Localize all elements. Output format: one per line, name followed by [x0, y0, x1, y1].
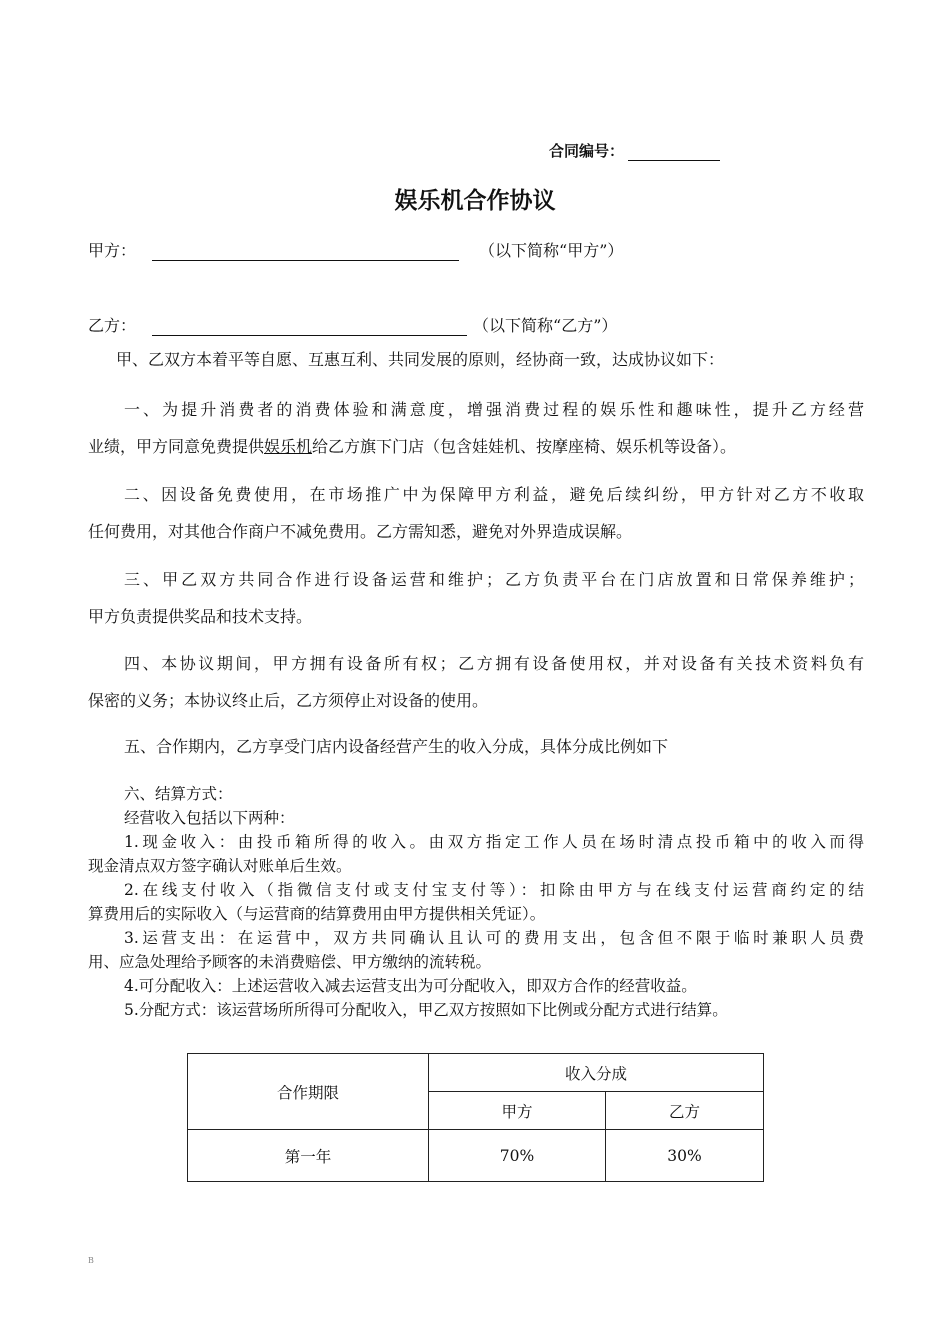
header-party-a: 甲方	[429, 1092, 606, 1130]
header-party-b: 乙方	[606, 1092, 764, 1130]
table-row	[188, 1130, 764, 1182]
clause-2-line-1: 二、因设备免费使用，在市场推广中为保障甲方利益，避免后续纠纷，甲方针对乙方不收取	[124, 485, 864, 504]
party-a-label: 甲方：	[88, 241, 137, 260]
clause-3	[88, 561, 864, 635]
party-a-field[interactable]	[152, 246, 459, 261]
clause-2-line-2: 任何费用，对其他合作商户不减免费用。乙方需知悉，避免对外界造成误解。	[88, 522, 633, 541]
contract-number-field[interactable]	[628, 144, 720, 161]
clause-5	[88, 728, 864, 765]
document-title: 娱乐机合作协议	[394, 188, 556, 214]
intro-paragraph	[88, 341, 864, 378]
clause-3-line-2: 甲方负责提供奖品和技术支持。	[88, 607, 313, 626]
contract-number	[549, 140, 720, 161]
clause-1-line-1: 一、为提升消费者的消费体验和满意度，增强消费过程的娱乐性和趣味性，提升乙方经营	[124, 400, 864, 419]
row-period: 第一年	[188, 1130, 429, 1182]
party-b-line	[88, 313, 617, 336]
party-b-label: 乙方：	[88, 316, 137, 335]
settlement-item-5: 5.分配方式：该运营场所所得可分配收入，甲乙双方按照如下比例或分配方式进行结算。	[124, 1001, 728, 1019]
footer-mark: B	[88, 1256, 94, 1265]
intro-text: 甲、乙双方本着平等自愿、互惠互利、共同发展的原则，经协商一致，达成协议如下：	[116, 350, 725, 369]
contract-number-label: 合同编号：	[549, 142, 625, 160]
clause-3-line-1: 三、甲乙双方共同合作进行设备运营和维护；乙方负责平台在门店放置和日常保养维护；	[124, 570, 864, 589]
entertainment-machine-link[interactable]: 娱乐机	[264, 437, 313, 456]
settlement-item-4: 4.可分配收入：上述运营收入减去运营支出为可分配收入，即双方合作的经营收益。	[124, 977, 697, 995]
clause-5-text: 五、合作期内，乙方享受门店内设备经营产生的收入分成，具体分成比例如下	[124, 737, 669, 756]
party-a-line	[88, 238, 623, 261]
party-a-suffix: （以下简称“甲方”）	[479, 241, 624, 260]
header-revenue-share: 收入分成	[429, 1054, 764, 1092]
clause-4-line-2: 保密的义务；本协议终止后，乙方须停止对设备的使用。	[88, 691, 489, 710]
settlement-item-2-line-2: 算费用后的实际收入（与运营商的结算费用由甲方提供相关凭证）。	[88, 905, 546, 923]
settlement-item-3-line-1: 3.运营支出：在运营中，双方共同确认且认可的费用支出，包含但不限于临时兼职人员费	[124, 929, 864, 947]
clause-1-line-2: 业绩，甲方同意免费提供娱乐机给乙方旗下门店（包含娃娃机、按摩座椅、娱乐机等设备）。	[88, 437, 737, 456]
settlement-item-1-line-2: 现金清点双方签字确认对账单后生效。	[88, 857, 352, 875]
settlement-heading: 六、结算方式：	[124, 785, 233, 803]
party-b-field[interactable]	[152, 321, 467, 336]
settlement-item-2-line-1: 2.在线支付收入（指微信支付或支付宝支付等）：扣除由甲方与在线支付运营商约定的结	[124, 881, 864, 899]
settlement-lead: 经营收入包括以下两种：	[124, 809, 295, 827]
settlement-section	[88, 782, 864, 1022]
party-b-suffix: （以下简称“乙方”）	[473, 316, 618, 335]
settlement-item-3-line-2: 用、应急处理给予顾客的未消费赔偿、甲方缴纳的流转税。	[88, 953, 492, 971]
row-party-b-share: 30%	[606, 1130, 764, 1182]
revenue-share-table	[187, 1053, 764, 1182]
clause-4-line-1: 四、本协议期间，甲方拥有设备所有权；乙方拥有设备使用权，并对设备有关技术资料负有	[124, 654, 864, 673]
clause-1	[88, 391, 864, 465]
header-period: 合作期限	[188, 1054, 429, 1130]
clause-2	[88, 476, 864, 550]
clause-4	[88, 645, 864, 719]
row-party-a-share: 70%	[429, 1130, 606, 1182]
settlement-item-1-line-1: 1.现金收入：由投币箱所得的收入。由双方指定工作人员在场时清点投币箱中的收入而得	[124, 833, 864, 851]
